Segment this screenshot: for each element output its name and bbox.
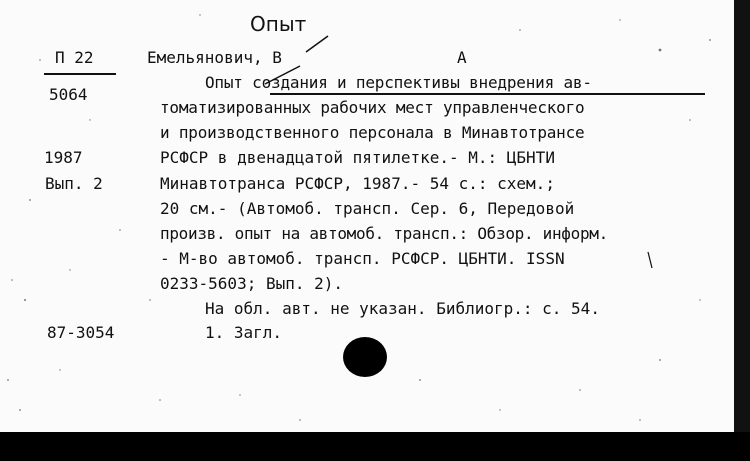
call-number-rule	[44, 73, 116, 75]
right-scan-border	[734, 0, 750, 461]
publication-year: 1987	[44, 148, 83, 167]
note-line: На обл. авт. не указан. Библиогр.: с. 54.	[205, 299, 600, 318]
body-line: томатизированных рабочих мест управленческого	[160, 98, 585, 117]
tracing-line: 1. Загл.	[205, 323, 283, 342]
body-line: Минавтотранса РСФСР, 1987.- 54 с.: схем.;	[160, 174, 555, 193]
accession-number: 5064	[49, 85, 88, 104]
author-initial: А	[457, 48, 467, 67]
body-line: 0233-5603; Вып. 2).	[160, 274, 344, 293]
body-line: произв. опыт на автомоб. трансп.: Обзор. информ.	[160, 224, 608, 243]
call-number: П 22	[55, 48, 94, 67]
body-line: и производственного персонала в Минавтотрансе	[160, 123, 585, 142]
handwritten-note: Опыт	[250, 12, 307, 36]
body-line: 20 см.- (Автомоб. трансп. Сер. 6, Передовой	[160, 199, 575, 218]
body-line: - М-во автомоб. трансп. РСФСР. ЦБНТИ. ISSN	[160, 249, 565, 268]
issue-number: Вып. 2	[45, 174, 103, 193]
body-line: РСФСР в двенадцатой пятилетке.- М.: ЦБНТИ	[160, 148, 555, 167]
body-line: Опыт создания и перспективы внедрения ав-	[205, 73, 592, 92]
author-heading: Емельянович, В	[147, 48, 282, 67]
record-number: 87-3054	[47, 323, 115, 342]
bottom-scan-border	[0, 432, 750, 461]
punch-hole	[343, 337, 387, 377]
title-underline	[270, 93, 705, 95]
